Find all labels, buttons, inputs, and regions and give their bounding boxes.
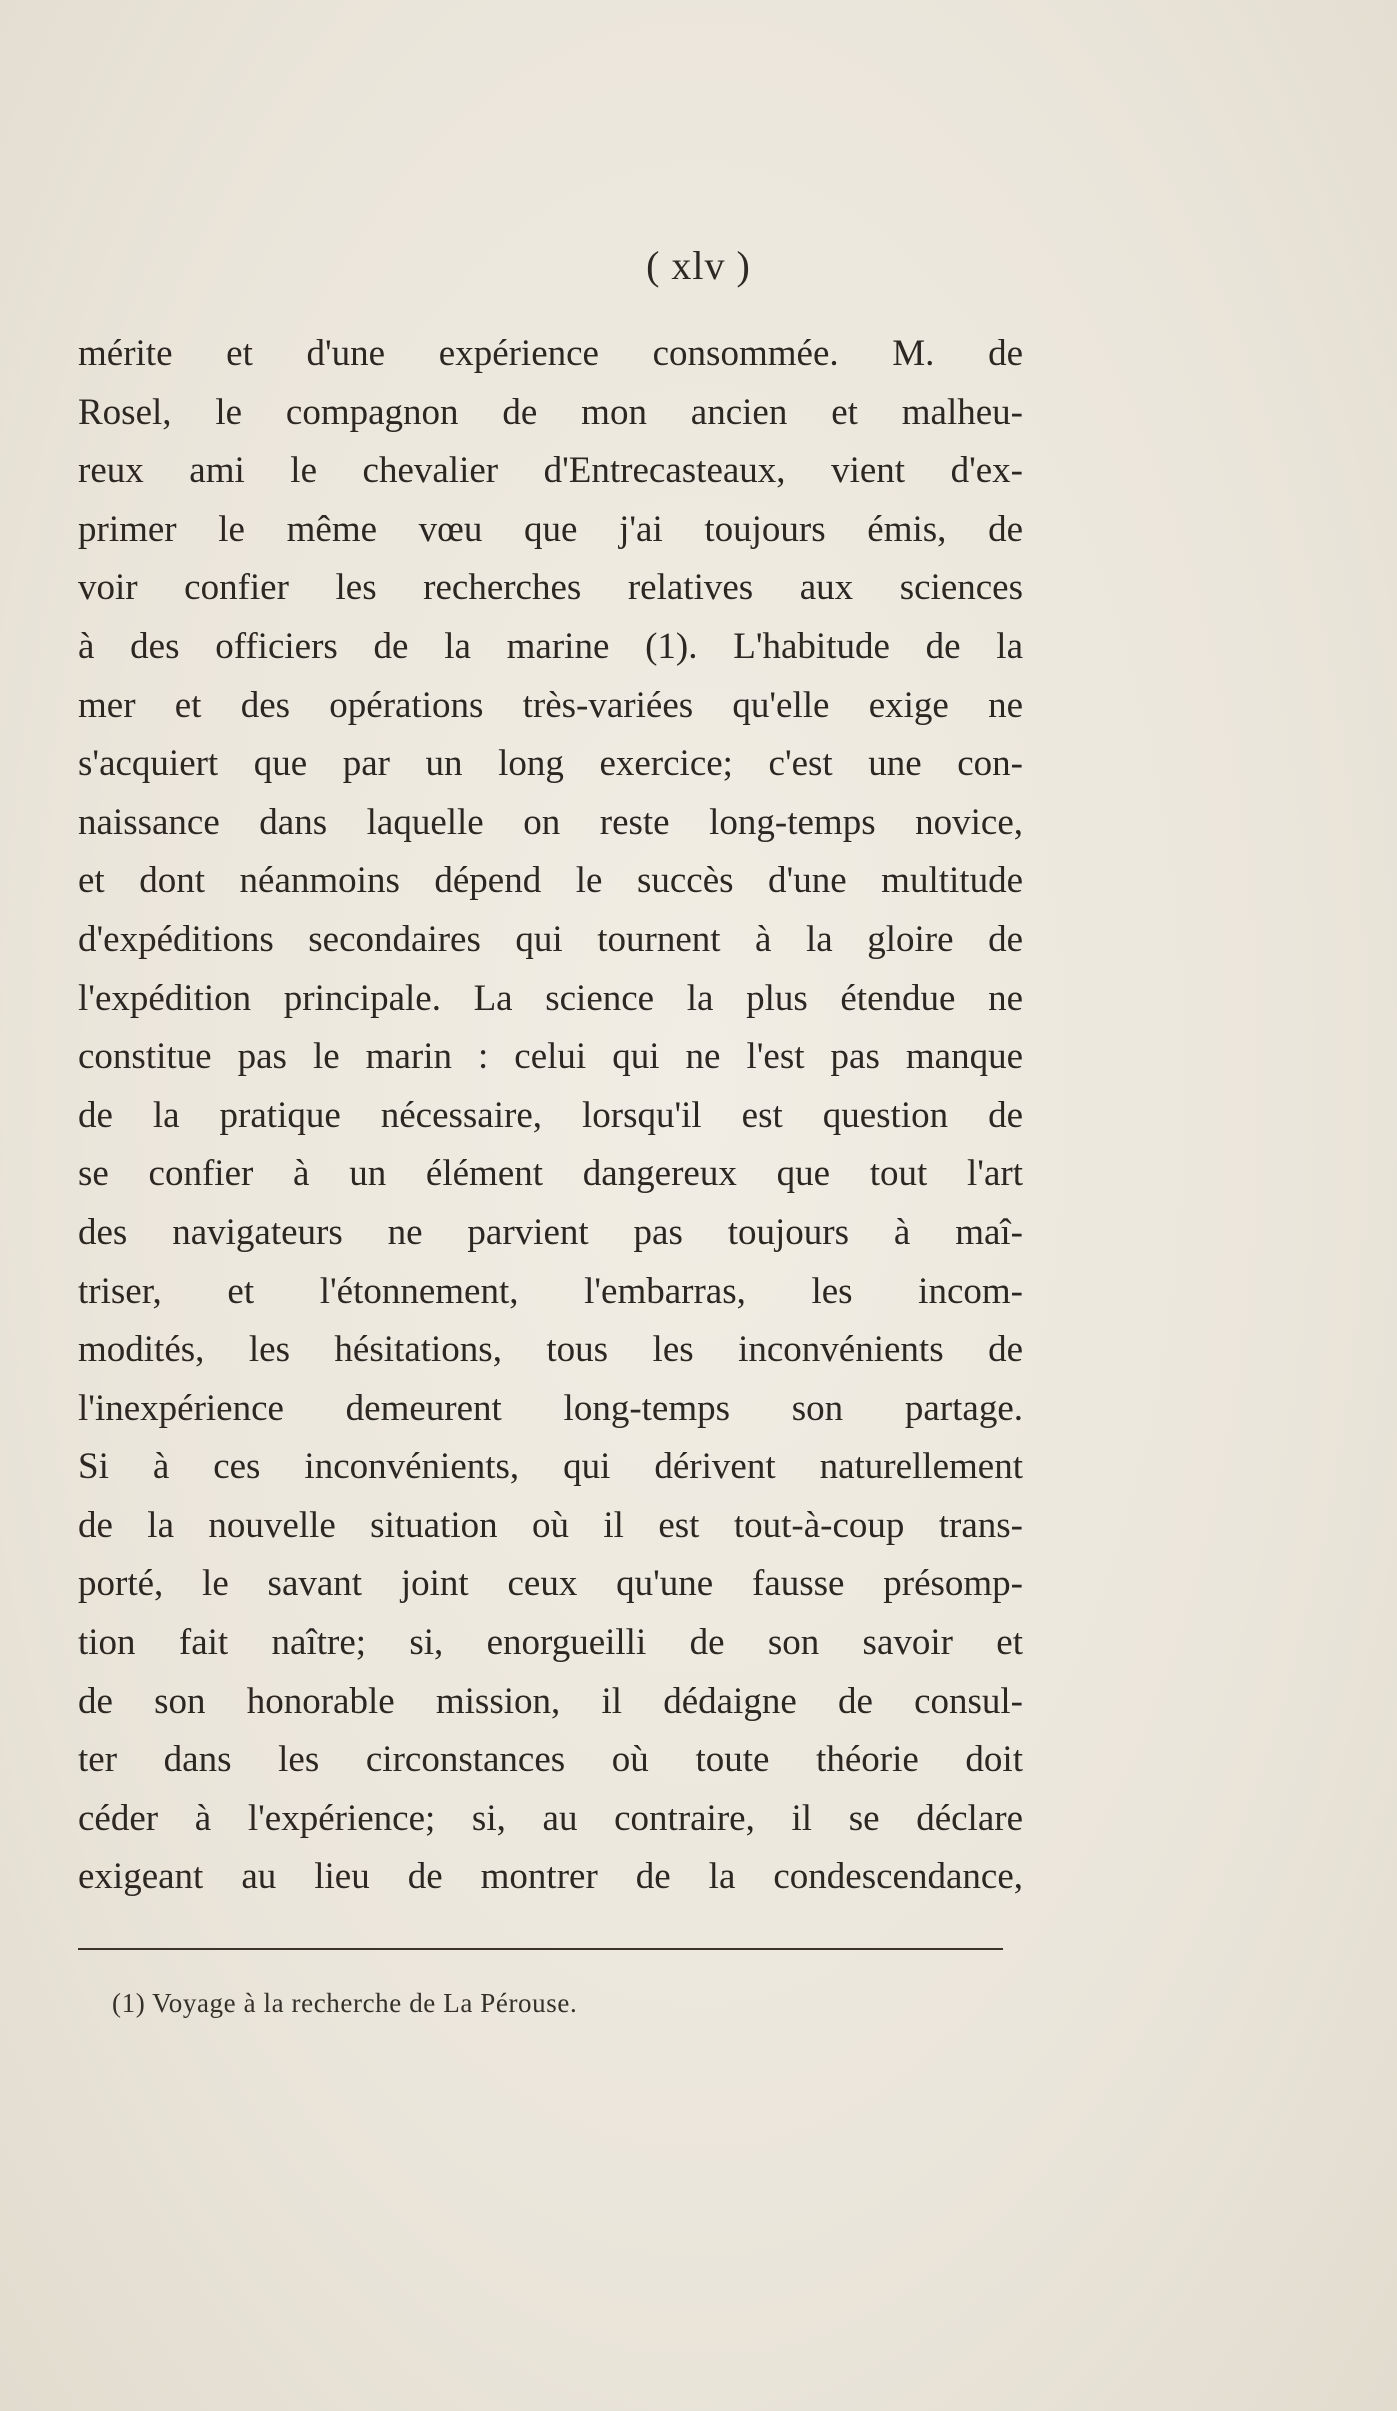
text-line: tion fait naître; si, enorgueilli de son savoir et	[78, 1622, 1023, 1664]
body-text	[78, 325, 1023, 1907]
text-line: naissance dans laquelle on reste long-temps novice,	[78, 801, 1023, 843]
text-line: exigeant au lieu de montrer de la condescendance,	[78, 1856, 1023, 1898]
text-line: se confier à un élément dangereux que tout l'art	[78, 1153, 1023, 1195]
text-line: triser, et l'étonnement, l'embarras, les incom-	[78, 1270, 1023, 1312]
text-line: de la pratique nécessaire, lorsqu'il est question de	[78, 1094, 1023, 1136]
text-line: ter dans les circonstances où toute théorie doit	[78, 1739, 1023, 1781]
text-line: l'inexpérience demeurent long-temps son partage.	[78, 1387, 1023, 1429]
text-line: porté, le savant joint ceux qu'une fausse présomp-	[78, 1563, 1023, 1605]
text-line: reux ami le chevalier d'Entrecasteaux, vient d'ex-	[78, 450, 1023, 492]
text-line: d'expéditions secondaires qui tournent à la gloire de	[78, 918, 1023, 960]
text-line: modités, les hésitations, tous les inconvénients de	[78, 1329, 1023, 1371]
footnote-rule	[78, 1948, 1003, 1950]
text-line: mérite et d'une expérience consommée. M. de	[78, 333, 1023, 374]
page-number: ( xlv )	[646, 243, 751, 288]
text-line: mer et des opérations très-variées qu'elle exige ne	[78, 684, 1023, 726]
text-line: constitue pas le marin : celui qui ne l'est pas manque	[78, 1036, 1023, 1078]
text-line: Rosel, le compagnon de mon ancien et malheu-	[78, 391, 1023, 433]
text-line: Si à ces inconvénients, qui dérivent naturellement	[78, 1446, 1023, 1488]
text-line: des navigateurs ne parvient pas toujours à maî-	[78, 1211, 1023, 1253]
text-line: à des officiers de la marine (1). L'habitude de la	[78, 625, 1023, 667]
text-line: primer le même vœu que j'ai toujours émis, de	[78, 508, 1023, 550]
footnote: (1) Voyage à la recherche de La Pérouse.	[112, 1988, 578, 2018]
text-line: s'acquiert que par un long exercice; c'est une con-	[78, 743, 1023, 785]
text-line: de son honorable mission, il dédaigne de consul-	[78, 1680, 1023, 1722]
text-line: et dont néanmoins dépend le succès d'une multitude	[78, 860, 1023, 902]
text-line: voir confier les recherches relatives aux sciences	[78, 567, 1023, 609]
text-line: de la nouvelle situation où il est tout-à-coup trans-	[78, 1504, 1023, 1546]
text-line: l'expédition principale. La science la plus étendue ne	[78, 977, 1023, 1019]
text-line: céder à l'expérience; si, au contraire, il se déclare	[78, 1797, 1023, 1839]
